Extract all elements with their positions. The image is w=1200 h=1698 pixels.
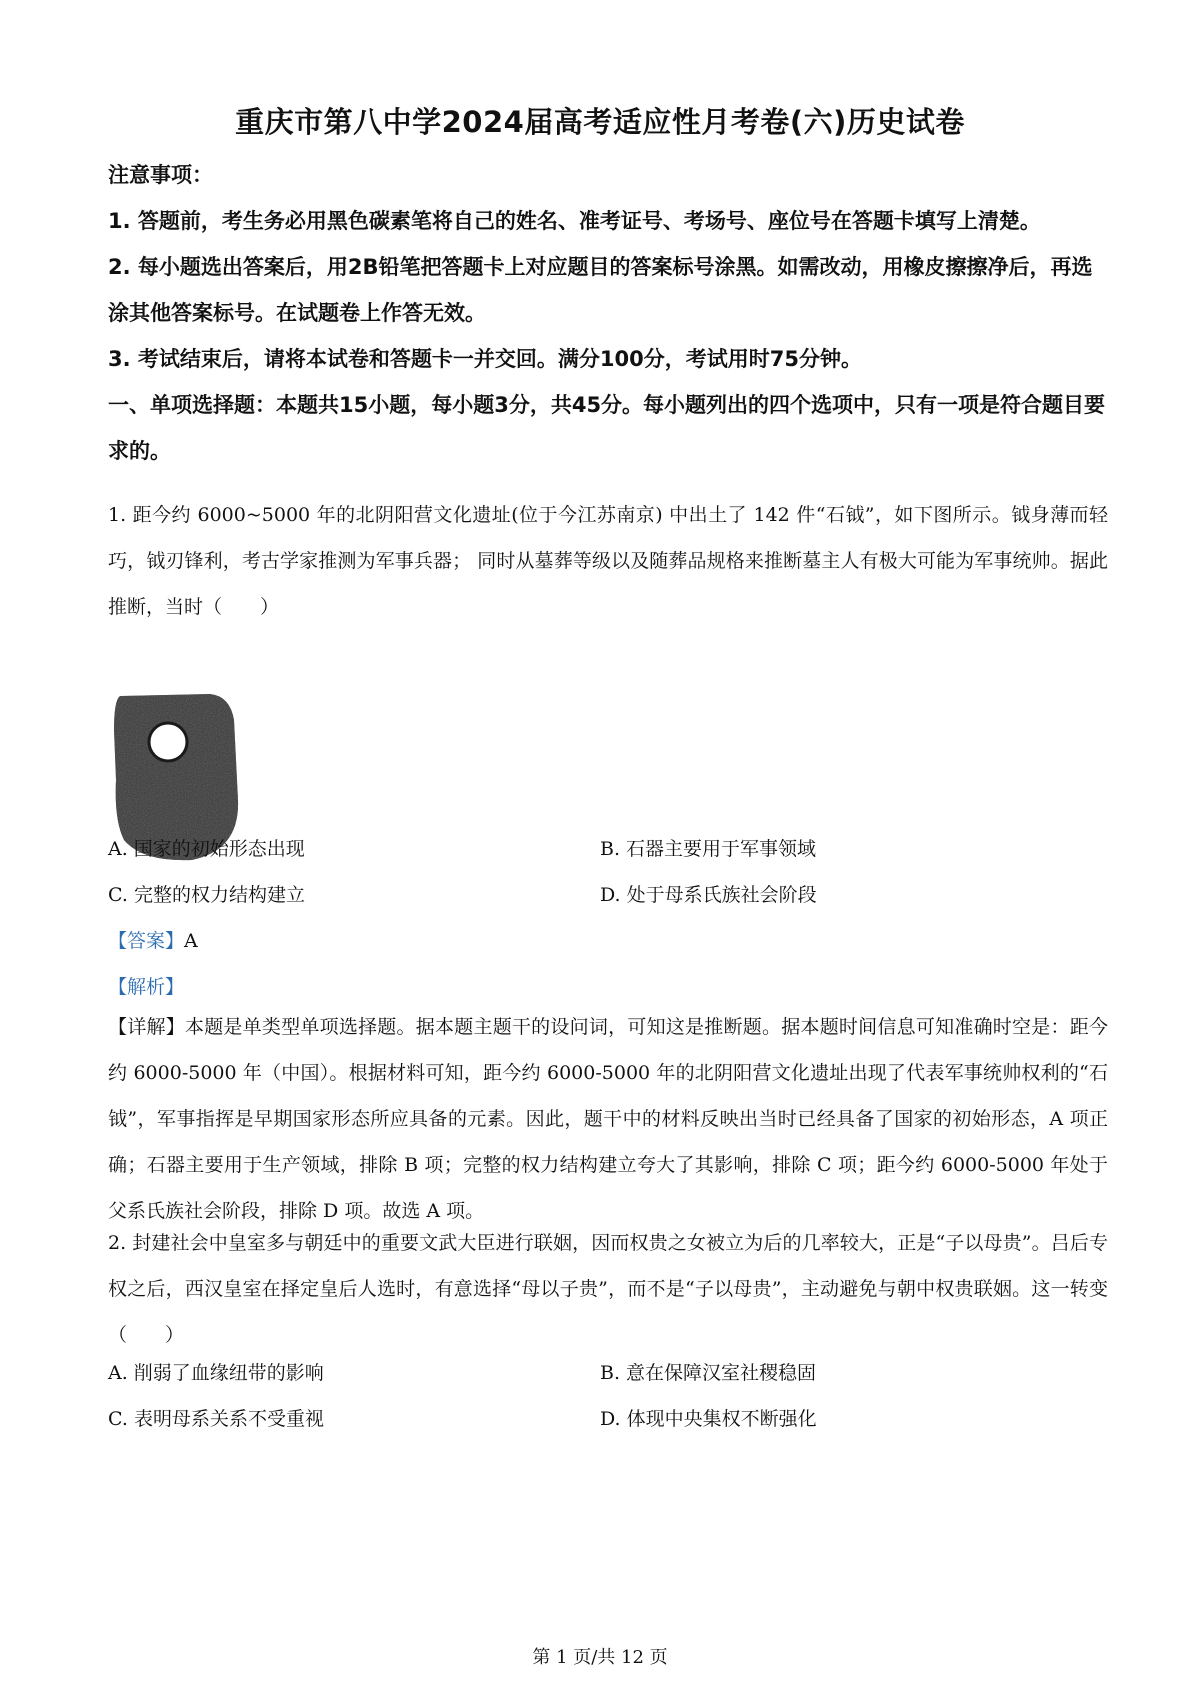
page-footer: 第 1 页/共 12 页 bbox=[532, 1647, 668, 1668]
question-1 bbox=[108, 492, 1108, 630]
question-2-options bbox=[108, 1350, 1108, 1442]
detail-tag: 【详解】 bbox=[108, 1016, 185, 1038]
analysis-tag: 【解析】 bbox=[108, 976, 185, 998]
q1-detail bbox=[108, 1004, 1108, 1234]
page-title: 重庆市第八中学2024届高考适应性月考卷(六)历史试卷 bbox=[235, 105, 965, 139]
q1-option-c[interactable]: C. 完整的权力结构建立 bbox=[108, 884, 305, 906]
question-1-stem: 1. 距今约 6000~5000 年的北阴阳营文化遗址(位于今江苏南京) 中出土了 142 件“石钺”，如下图所示。钺身薄而轻巧，钺刃锋利，考古学家推测为军事兵器； 同时从墓葬等级以及随葬品规格来推断墓主人有极大可能为军事统帅。据此推断，当时（ ） bbox=[108, 504, 1108, 618]
notice-block bbox=[108, 152, 1108, 474]
q2-option-b[interactable]: B. 意在保障汉室社稷稳固 bbox=[600, 1362, 817, 1384]
section-heading: 一、单项选择题：本题共15小题，每小题3分，共45分。每小题列出的四个选项中，只有一项是符合题目要求的。 bbox=[108, 393, 1106, 463]
question-2-stem: 2. 封建社会中皇室多与朝廷中的重要文武大臣进行联姻，因而权贵之女被立为后的几率较大，正是“子以母贵”。吕后专权之后，西汉皇室在择定皇后人选时，有意选择“母以子贵”，而不是“子以母贵”，主动避免与朝中权贵联姻。这一转变（ ） bbox=[108, 1232, 1108, 1346]
notice-item-1: 1. 答题前，考生务必用黑色碳素笔将自己的姓名、准考证号、考场号、座位号在答题卡填写上清楚。 bbox=[108, 209, 1041, 233]
notice-item-2: 2. 每小题选出答案后，用2B铅笔把答题卡上对应题目的答案标号涂黑。如需改动，用橡皮擦擦净后，再选涂其他答案标号。在试题卷上作答无效。 bbox=[108, 255, 1093, 325]
q2-option-d[interactable]: D. 体现中央集权不断强化 bbox=[600, 1408, 817, 1430]
notice-heading: 注意事项： bbox=[108, 163, 213, 187]
q1-option-b[interactable]: B. 石器主要用于军事领域 bbox=[600, 838, 817, 860]
detail-text: 本题是单类型单项选择题。据本题主题干的设问词，可知这是推断题。据本题时间信息可知准确时空是：距今约 6000-5000 年（中国）。根据材料可知，距今约 6000-5000 年的北阴阳营文化遗址出现了代表军事统帅权利的“石钺”，军事指挥是早期国家形态所应具备的元素。因此，题干中的材料反映出当时已经具备了国家的初始形态，A 项正确；石器主要用于生产领域，排除 B 项；完整的权力结构建立夸大了其影响，排除 C 项；距今约 6000-5000 年处于父系氏族社会阶段，排除 D 项。故选 A 项。 bbox=[108, 1016, 1108, 1222]
answer-value: A bbox=[184, 930, 198, 952]
answer-tag: 【答案】 bbox=[108, 930, 185, 952]
q2-option-a[interactable]: A. 削弱了血缘纽带的影响 bbox=[108, 1362, 324, 1384]
q1-option-a[interactable]: A. 国家的初始形态出现 bbox=[108, 838, 305, 860]
q2-option-c[interactable]: C. 表明母系关系不受重视 bbox=[108, 1408, 324, 1430]
q1-option-d[interactable]: D. 处于母系氏族社会阶段 bbox=[600, 884, 817, 906]
notice-item-3: 3. 考试结束后，请将本试卷和答题卡一并交回。满分100分，考试用时75分钟。 bbox=[108, 347, 862, 371]
q1-answer-line bbox=[108, 918, 1108, 964]
question-2 bbox=[108, 1220, 1108, 1358]
question-1-options bbox=[108, 826, 1108, 1010]
